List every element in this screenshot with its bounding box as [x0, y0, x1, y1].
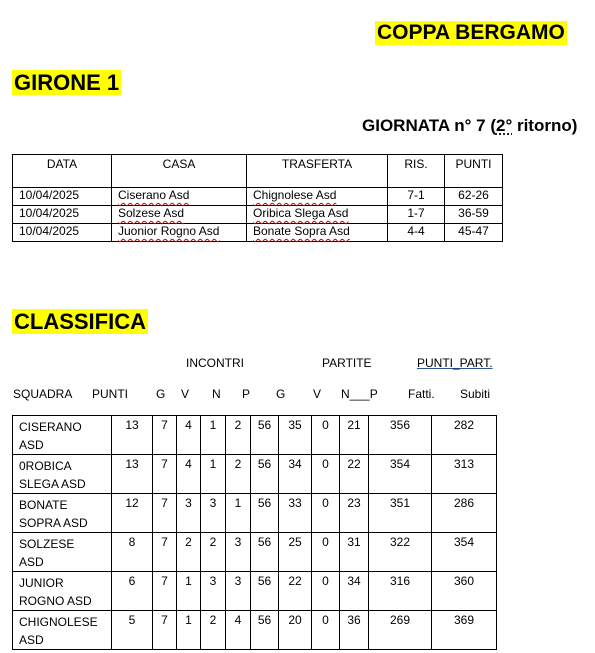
games-lost: 23 [340, 494, 369, 533]
matches-played: 7 [153, 611, 177, 650]
points-conceded: 354 [432, 533, 497, 572]
matches-won: 1 [177, 572, 201, 611]
games-played: 56 [251, 494, 279, 533]
matches-lost: 3 [226, 533, 251, 572]
results-col-points: PUNTI [445, 155, 503, 188]
result-date: 10/04/2025 [13, 224, 112, 242]
cup-title: COPPA BERGAMO [377, 21, 565, 44]
result-score: 1-7 [388, 206, 445, 224]
group-label-incontri: INCONTRI [186, 356, 244, 370]
round-title-suffix: ritorno) [512, 116, 578, 135]
result-score: 7-1 [388, 188, 445, 206]
points-scored: 356 [369, 416, 432, 455]
matches-played: 7 [153, 416, 177, 455]
team-points: 5 [112, 611, 153, 650]
matches-drawn: 3 [201, 494, 226, 533]
result-away-team: Chignolese Asd [247, 188, 388, 206]
team-name: JUNIOR ROGNO ASD [13, 572, 112, 611]
standings-row [13, 572, 497, 611]
games-drawn: 0 [312, 416, 340, 455]
team-name: CHIGNOLESE ASD [13, 611, 112, 650]
games-won: 20 [279, 611, 312, 650]
matches-played: 7 [153, 455, 177, 494]
matches-drawn: 1 [201, 455, 226, 494]
result-date: 10/04/2025 [13, 206, 112, 224]
standings-row [13, 494, 497, 533]
matches-lost: 4 [226, 611, 251, 650]
matches-won: 4 [177, 455, 201, 494]
standings-row [13, 455, 497, 494]
team-points: 12 [112, 494, 153, 533]
col-label-punti: PUNTI [92, 387, 128, 401]
result-away-team: Oribica Slega Asd [247, 206, 388, 224]
result-home-team: Juonior Rogno Asd [112, 224, 247, 242]
matches-drawn: 2 [201, 611, 226, 650]
points-scored: 269 [369, 611, 432, 650]
points-scored: 354 [369, 455, 432, 494]
games-played: 56 [251, 455, 279, 494]
games-played: 56 [251, 611, 279, 650]
matches-lost: 2 [226, 416, 251, 455]
games-lost: 31 [340, 533, 369, 572]
matches-lost: 2 [226, 455, 251, 494]
standings-row [13, 416, 497, 455]
games-won: 25 [279, 533, 312, 572]
group-label-partite: PARTITE [322, 356, 372, 370]
games-won: 34 [279, 455, 312, 494]
games-lost: 22 [340, 455, 369, 494]
results-col-result: RIS. [388, 155, 445, 188]
games-lost: 21 [340, 416, 369, 455]
team-name: BONATE SOPRA ASD [13, 494, 112, 533]
result-home-team: Ciserano Asd [112, 188, 247, 206]
col-label-subiti: Subiti [460, 387, 491, 401]
team-name: SOLZESE ASD [13, 533, 112, 572]
result-date: 10/04/2025 [13, 188, 112, 206]
games-drawn: 0 [312, 494, 340, 533]
results-row [13, 224, 503, 242]
matches-played: 7 [153, 533, 177, 572]
points-conceded: 282 [432, 416, 497, 455]
results-row [13, 206, 503, 224]
points-conceded: 313 [432, 455, 497, 494]
matches-played: 7 [153, 494, 177, 533]
matches-lost: 3 [226, 572, 251, 611]
result-away-team: Bonate Sopra Asd [247, 224, 388, 242]
matches-drawn: 3 [201, 572, 226, 611]
matches-won: 1 [177, 611, 201, 650]
games-played: 56 [251, 416, 279, 455]
col-label-inc-v: V [181, 387, 190, 401]
result-score: 4-4 [388, 224, 445, 242]
matches-lost: 1 [226, 494, 251, 533]
team-points: 13 [112, 455, 153, 494]
matches-drawn: 2 [201, 533, 226, 572]
points-scored: 322 [369, 533, 432, 572]
round-title [362, 116, 577, 136]
matches-won: 2 [177, 533, 201, 572]
standings-title: CLASSIFICA [14, 309, 146, 334]
results-col-date: DATA [13, 155, 112, 188]
matches-drawn: 1 [201, 416, 226, 455]
matches-won: 4 [177, 416, 201, 455]
points-conceded: 369 [432, 611, 497, 650]
col-label-par-n-p: N___P [341, 387, 378, 401]
group-title: GIRONE 1 [14, 70, 120, 95]
col-label-inc-n: N [212, 387, 221, 401]
col-label-par-v: V [313, 387, 322, 401]
col-label-fatti: Fatti. [408, 387, 435, 401]
results-col-away: TRASFERTA [247, 155, 388, 188]
points-conceded: 286 [432, 494, 497, 533]
matches-won: 3 [177, 494, 201, 533]
team-points: 13 [112, 416, 153, 455]
result-points: 36-59 [445, 206, 503, 224]
round-title-prefix: GIORNATA n° 7 ( [362, 116, 496, 135]
result-home-team: Solzese Asd [112, 206, 247, 224]
round-title-ordinal: 2° [495, 116, 513, 135]
team-name: CISERANO ASD [13, 416, 112, 455]
team-points: 6 [112, 572, 153, 611]
col-label-par-g: G [276, 387, 286, 401]
team-points: 8 [112, 533, 153, 572]
results-table [12, 154, 503, 242]
games-drawn: 0 [312, 572, 340, 611]
points-conceded: 360 [432, 572, 497, 611]
games-won: 33 [279, 494, 312, 533]
points-scored: 351 [369, 494, 432, 533]
standings-row [13, 611, 497, 650]
games-drawn: 0 [312, 455, 340, 494]
standings-row [13, 533, 497, 572]
points-scored: 316 [369, 572, 432, 611]
games-lost: 36 [340, 611, 369, 650]
games-drawn: 0 [312, 533, 340, 572]
group-label-punti-part: PUNTI_PART. [417, 356, 493, 370]
results-row [13, 188, 503, 206]
results-header-row [13, 155, 503, 188]
games-lost: 34 [340, 572, 369, 611]
games-played: 56 [251, 533, 279, 572]
team-name: 0ROBICA SLEGA ASD [13, 455, 112, 494]
col-label-squadra: SQUADRA [13, 387, 73, 401]
games-played: 56 [251, 572, 279, 611]
standings-table [12, 415, 497, 650]
results-col-home: CASA [112, 155, 247, 188]
games-won: 35 [279, 416, 312, 455]
result-points: 62-26 [445, 188, 503, 206]
col-label-inc-g: G [156, 387, 166, 401]
games-won: 22 [279, 572, 312, 611]
games-drawn: 0 [312, 611, 340, 650]
result-points: 45-47 [445, 224, 503, 242]
matches-played: 7 [153, 572, 177, 611]
col-label-inc-p: P [242, 387, 251, 401]
